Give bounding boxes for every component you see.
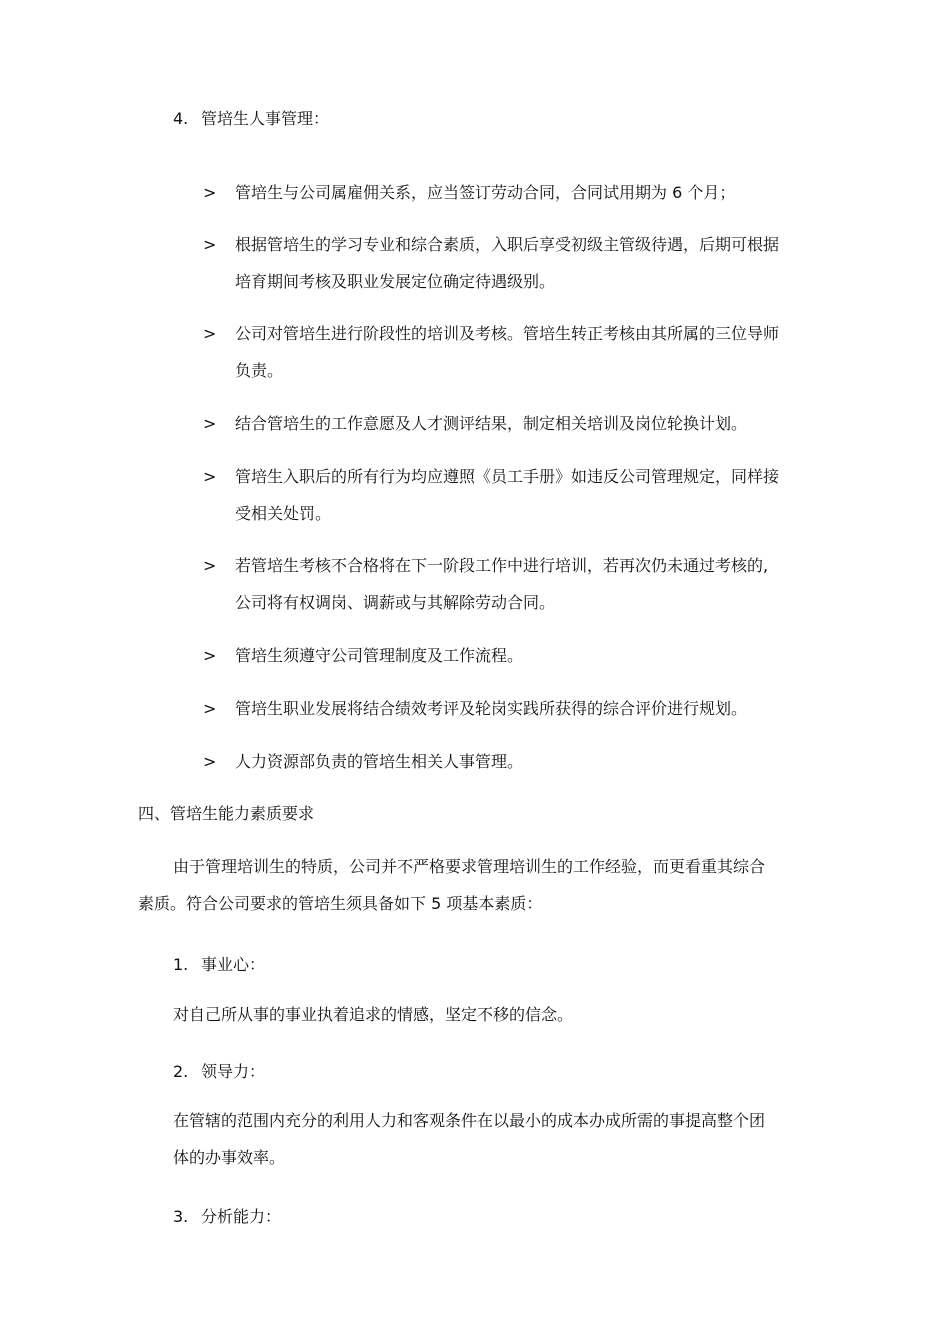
- bullet-marker: >: [203, 646, 217, 665]
- bullet-marker: >: [203, 699, 217, 718]
- bullet-text: 根据管培生的学习专业和综合素质，入职后享受初级主管级待遇，后期可根据: [235, 235, 780, 254]
- hr-section-number: 4.: [173, 109, 189, 128]
- bullet-text: 培育期间考核及职业发展定位确定待遇级别。: [235, 272, 556, 291]
- item-number: 1.: [173, 955, 189, 974]
- bullet-text: 公司对管培生进行阶段性的培训及考核。管培生转正考核由其所属的三位导师: [235, 324, 780, 343]
- bullet-marker: >: [203, 324, 217, 343]
- bullet-text: 管培生职业发展将结合绩效考评及轮岗实践所获得的综合评价进行规划。: [235, 699, 748, 718]
- intro-paragraph-line: 由于管理培训生的特质，公司并不严格要求管理培训生的工作经验，而更看重其综合: [173, 857, 766, 876]
- item-title: 事业心：: [201, 955, 266, 974]
- bullet-marker: >: [203, 556, 217, 575]
- item-number: 3.: [173, 1207, 189, 1226]
- intro-paragraph-line: 素质。符合公司要求的管培生须具备如下 5 项基本素质：: [138, 894, 543, 913]
- bullet-text: 若管培生考核不合格将在下一阶段工作中进行培训，若再次仍未通过考核的,: [235, 556, 769, 575]
- bullet-marker: >: [203, 414, 217, 433]
- bullet-text: 公司将有权调岗、调薪或与其解除劳动合同。: [235, 593, 556, 612]
- hr-section-title: 管培生人事管理：: [201, 109, 330, 128]
- item-description: 在管辖的范围内充分的利用人力和客观条件在以最小的成本办成所需的事提高整个团: [173, 1111, 766, 1130]
- bullet-text: 受相关处罚。: [235, 504, 332, 523]
- bullet-text: 管培生入职后的所有行为均应遵照《员工手册》如违反公司管理规定，同样接: [235, 467, 780, 486]
- item-title: 分析能力：: [201, 1207, 282, 1226]
- item-description: 对自己所从事的事业执着追求的情感，坚定不移的信念。: [173, 1005, 574, 1024]
- bullet-text: 管培生须遵守公司管理制度及工作流程。: [235, 646, 524, 665]
- section-heading: 四、管培生能力素质要求: [138, 804, 315, 823]
- item-title: 领导力：: [201, 1062, 266, 1081]
- bullet-marker: >: [203, 183, 217, 202]
- bullet-text: 管培生与公司属雇佣关系，应当签订劳动合同，合同试用期为 6 个月；: [235, 183, 736, 202]
- bullet-text: 负责。: [235, 361, 284, 380]
- bullet-marker: >: [203, 752, 217, 771]
- bullet-text: 结合管培生的工作意愿及人才测评结果，制定相关培训及岗位轮换计划。: [235, 414, 748, 433]
- bullet-marker: >: [203, 235, 217, 254]
- item-description: 体的办事效率。: [173, 1148, 286, 1167]
- bullet-marker: >: [203, 467, 217, 486]
- bullet-text: 人力资源部负责的管培生相关人事管理。: [235, 752, 524, 771]
- item-number: 2.: [173, 1062, 189, 1081]
